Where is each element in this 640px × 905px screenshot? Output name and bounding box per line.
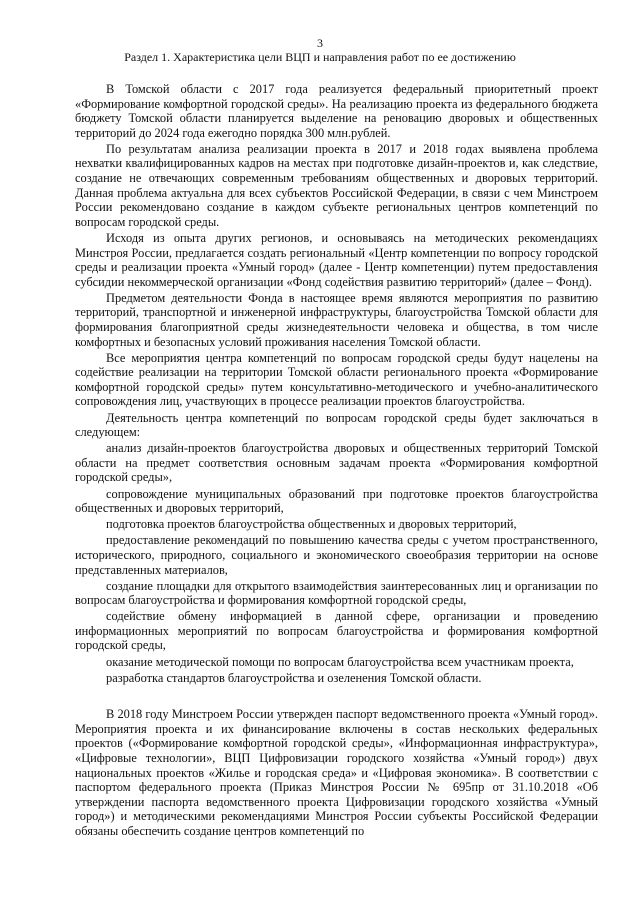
document-body [75, 82, 598, 840]
paragraph: По результатам анализа реализации проекта в 2017 и 2018 годах выявлена проблема нехватки квалифицированных кадров на местах при подготовке дизайн-проектов и, как следствие, создание не отвечающих современным требованиям общественных и дворовых территорий. Данная проблема актуальна для всех субъектов Российской Федерации, в связи с чем Минстроем России рекомендовано создание в каждом субъекте региональных центров компетенций по вопросам городской среды. [75, 141, 598, 229]
list-item: предоставление рекомендаций по повышению качества среды с учетом пространственного, исторического, природного, социального и экономического своеобразия территории на основе представленных материалов, [75, 533, 598, 577]
list-item: создание площадки для открытого взаимодействия заинтересованных лиц и организации по вопросам благоустройства и формирования комфортной городской среды, [75, 578, 598, 608]
page-number: 3 [317, 36, 323, 50]
paragraph: В 2018 году Минстроем России утвержден паспорт ведомственного проекта «Умный город». Мероприятия проекта и их финансирование включены в состав нескольких федеральных проектов («Формирование комфортной городской среды», «Информационная инфраструктура», «Цифровые технологии», ВЦП Цифровизации городского хозяйства «Умный город») двух национальных проектов «Жилье и городская среда» и «Цифровая экономика». В соответствии с паспортом федерального проекта (Приказ Минстроя России № 695пр от 31.10.2018 «Об утверждении паспорта ведомственного проекта Цифровизации городского хозяйства «Умный город») и методическими рекомендациями Минстроя России субъекты Российской Федерации обязаны обеспечить создание центров компетенций по [75, 707, 598, 838]
list-item: анализ дизайн-проектов благоустройства дворовых и общественных территорий Томской области на предмет соответствия основным задачам проекта «Формирования комфортной городской среды», [75, 441, 598, 485]
section-heading: Раздел 1. Характеристика цели ВЦП и направления работ по ее достижению [124, 50, 516, 64]
list-item: содействие обмену информацией в данной сфере, организации и проведению информационных мероприятий по вопросам благоустройства и формирования комфортной городской среды, [75, 609, 598, 653]
paragraph: Все мероприятия центра компетенций по вопросам городской среды будут нацелены на содействие реализации на территории Томской области регионального проекта «Формирование комфортной городской среды» путем консультативно-методического и учебно-аналитического сопровождения лиц, участвующих в процессе реализации проектов благоустройства. [75, 350, 598, 409]
list-item: оказание методической помощи по вопросам благоустройства всем участникам проекта, [106, 654, 574, 669]
paragraph: Деятельность центра компетенций по вопросам городской среды будет заключаться в следующем: [75, 410, 598, 440]
list-item: подготовка проектов благоустройства общественных и дворовых территорий, [106, 517, 517, 532]
list-item: сопровождение муниципальных образований при подготовке проектов благоустройства общественных и дворовых территорий, [75, 486, 598, 516]
list-item: разработка стандартов благоустройства и озеленения Томской области. [106, 670, 482, 685]
paragraph: Исходя из опыта других регионов, и основываясь на методических рекомендациях Минстроя России, предлагается создать региональный «Центр компетенции по вопросу городской среды и реализации проекта «Умный город» (далее - Центр компетенции) путем предоставления субсидии некоммерческой организации «Фонд содействия развитию территорий» (далее – Фонд). [75, 230, 598, 289]
paragraph: В Томской области с 2017 года реализуется федеральный приоритетный проект «Формирование комфортной городской среды». На реализацию проекта из федерального бюджета бюджету Томской области планируется выделение на реновацию дворовых и общественных территорий до 2024 года ежегодно порядка 300 млн.рублей. [75, 82, 598, 140]
paragraph: Предметом деятельности Фонда в настоящее время являются мероприятия по развитию территорий, транспортной и инженерной инфраструктуры, благоустройства Томской области для формирования благоприятной среды жизнедеятельности человека и общества, в том числе комфортных и безопасных условий проживания населения Томской области. [75, 290, 598, 349]
